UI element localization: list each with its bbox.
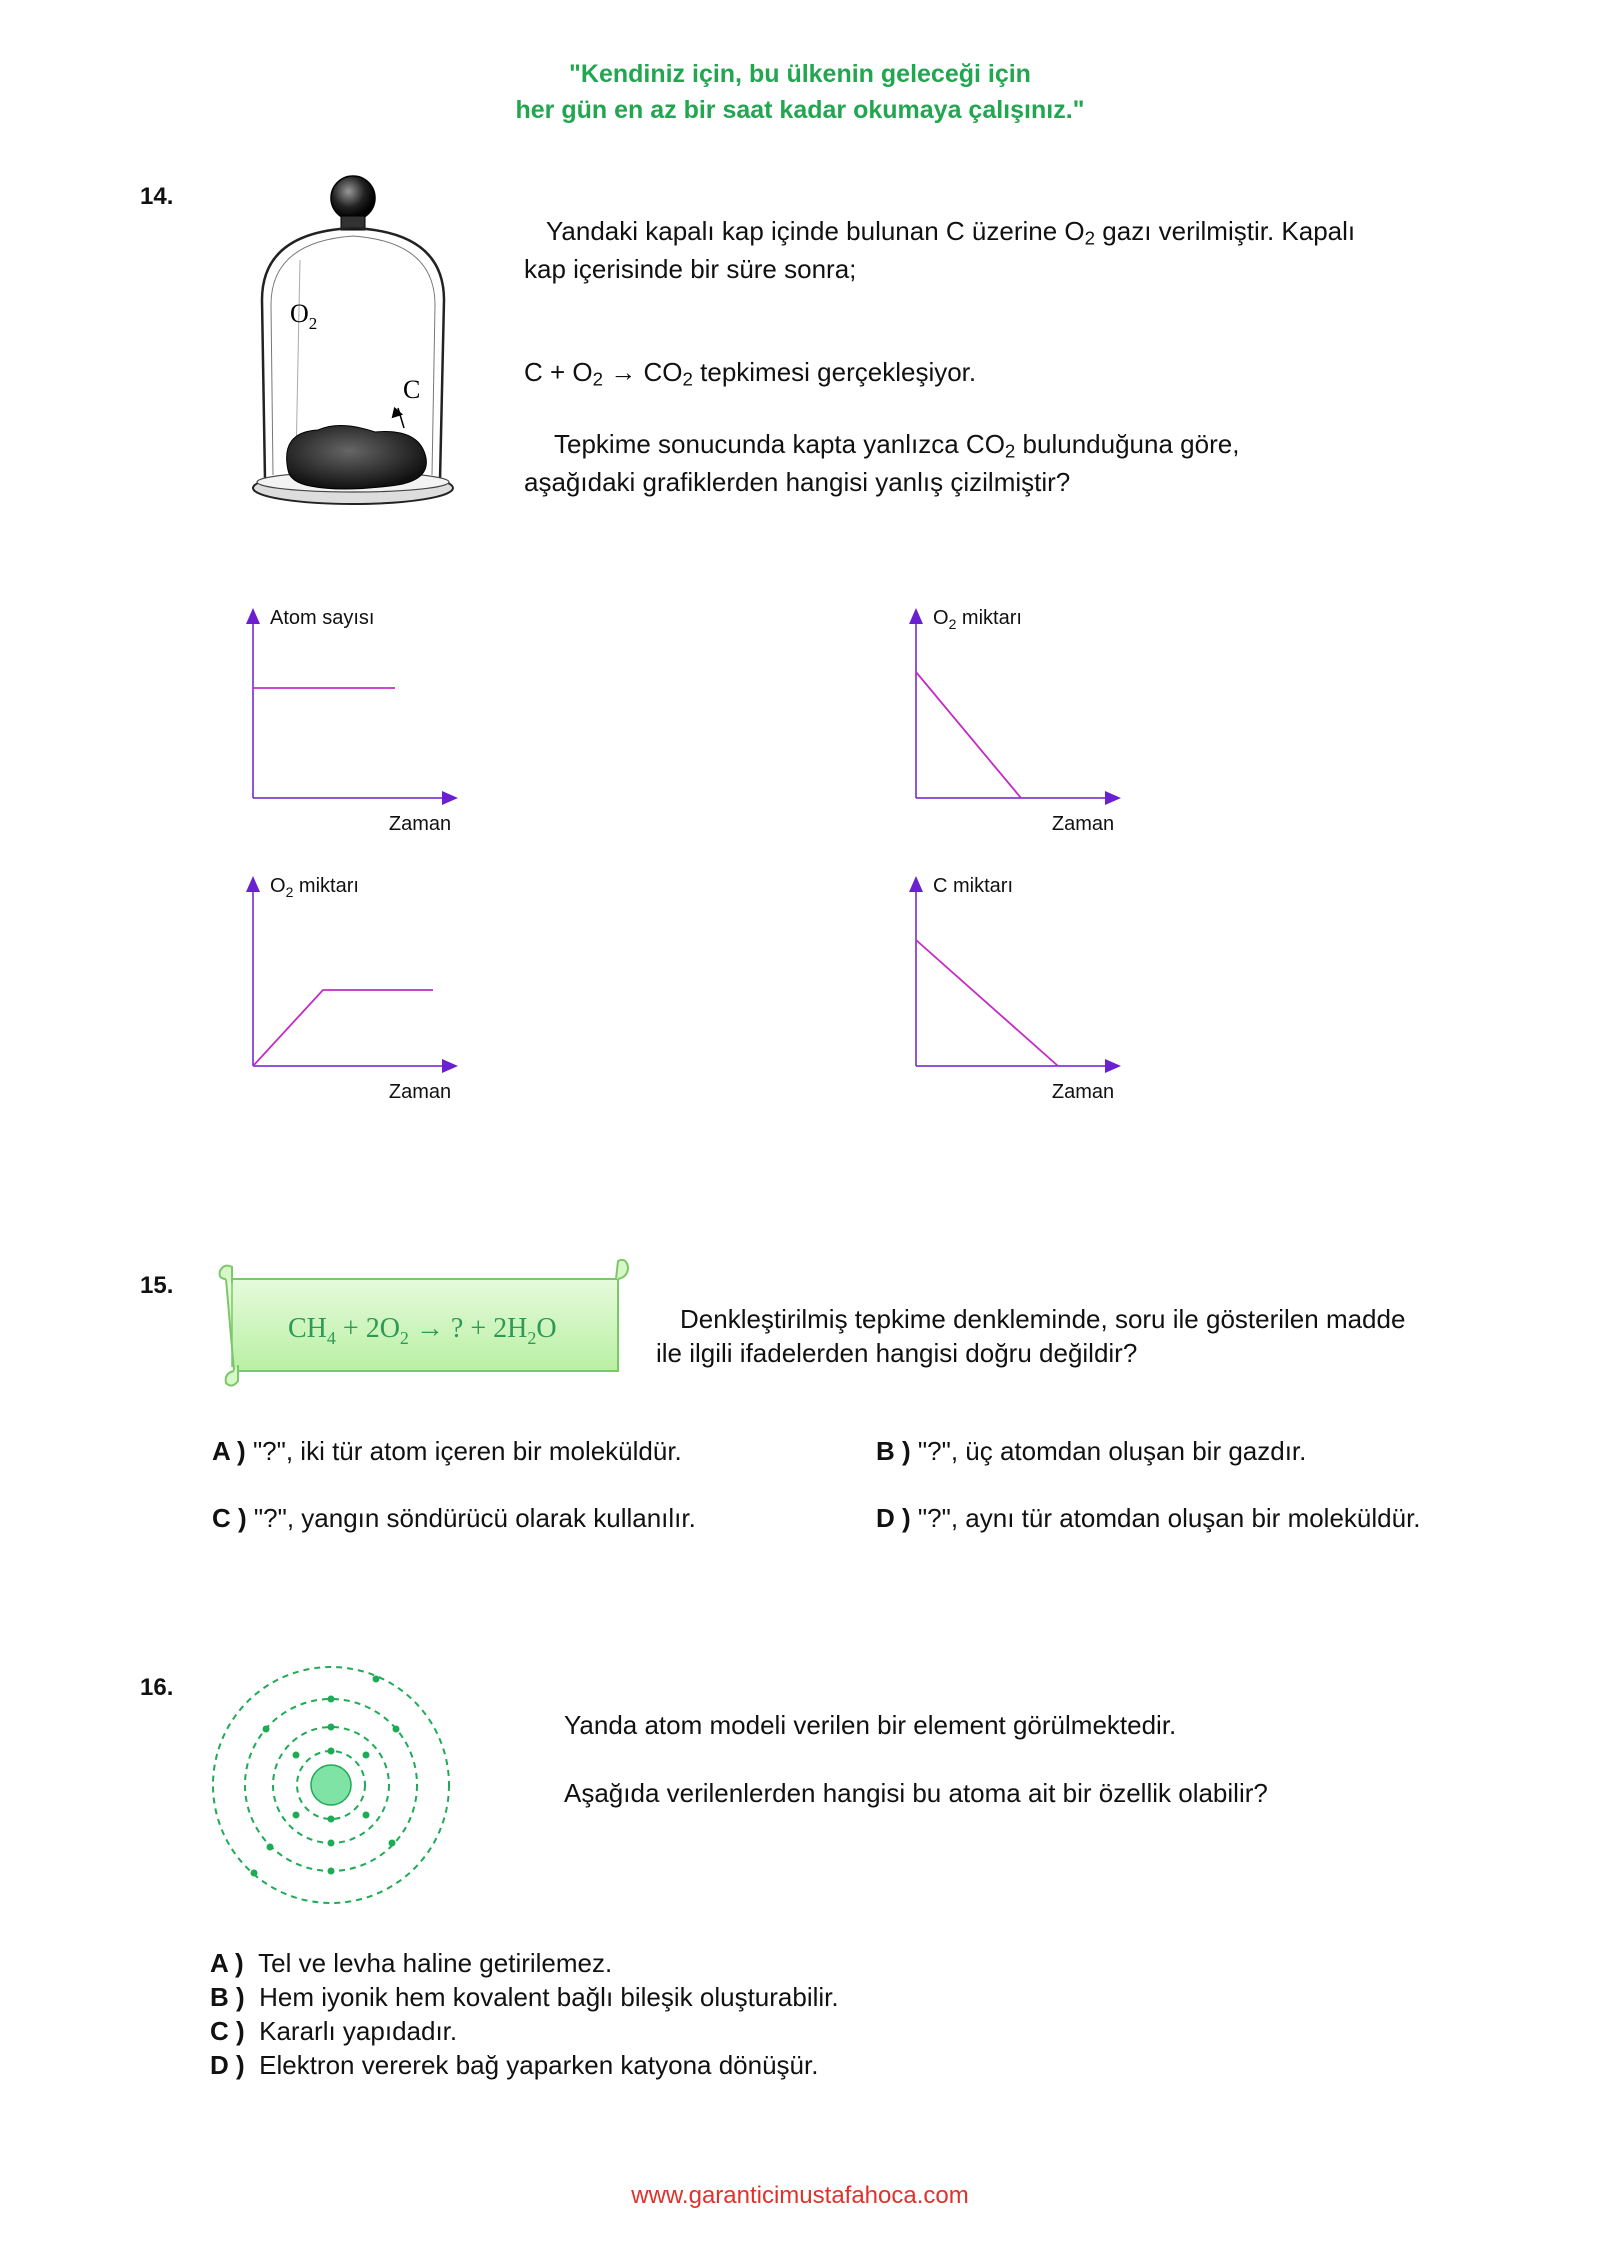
- y-axis-arrow: [909, 608, 923, 624]
- q15-option-c[interactable]: [212, 1503, 696, 1534]
- q14-para1-sub: 2: [1084, 227, 1096, 249]
- q14-para1-b: gazı verilmiştir. Kapalı: [1095, 216, 1356, 246]
- option-text: "?", iki tür atom içeren bir moleküldür.: [252, 1436, 682, 1466]
- eq-sub-1: 4: [326, 1328, 336, 1348]
- option-letter: B ): [210, 1982, 245, 2012]
- eq-part-2: + 2O: [335, 1313, 400, 1344]
- reaction-sub2: 2: [682, 368, 693, 390]
- q14-para1-a: Yandaki kapalı kap içinde bulunan C üzerine O: [546, 216, 1085, 246]
- nucleus: [311, 1765, 351, 1805]
- option-letter: C ): [210, 2016, 245, 2046]
- y-axis-arrow: [909, 876, 923, 892]
- motto-line-1: "Kendiniz için, bu ülkenin geleceği için: [569, 60, 1031, 88]
- graph-2: [893, 600, 1163, 840]
- gas-label: O: [290, 299, 309, 328]
- question-15-text: [656, 1302, 1405, 1370]
- gas-label-subscript: 2: [308, 314, 318, 333]
- y-axis-label: $O_2$ miktarı: [933, 607, 1022, 632]
- q16-option-d[interactable]: [210, 2048, 839, 2082]
- graph-3: [230, 868, 500, 1108]
- motto: [0, 56, 1600, 128]
- question-16-text: [564, 1706, 1268, 1812]
- q14-para2-a: Tepkime sonucunda kapta yanlızca CO: [554, 429, 1005, 459]
- y-axis-label: Atom sayısı: [270, 607, 375, 629]
- graph-4: [893, 868, 1163, 1108]
- q15-text-line2: ile ilgili ifadelerden hangisi doğru değildir?: [656, 1338, 1138, 1368]
- motto-line-2: her gün en az bir saat kadar okumaya çalışınız.": [515, 96, 1085, 124]
- y-axis-label: $O_2$ miktarı: [270, 875, 359, 900]
- graph-1: [230, 600, 500, 840]
- q14-para1-line2: kap içerisinde bir süre sonra;: [524, 254, 857, 284]
- q14-para2-b: bulunduğuna göre,: [1015, 429, 1240, 459]
- reaction-c: tepkimesi gerçekleşiyor.: [692, 357, 977, 387]
- y-axis-arrow: [246, 608, 260, 624]
- question-14-prompt: [524, 425, 1239, 501]
- equation-scroll: [218, 1255, 638, 1385]
- eq-sub-2: 2: [399, 1328, 409, 1348]
- carbon-label: C: [403, 375, 421, 404]
- option-text: Hem iyonik hem kovalent bağlı bileşik oluşturabilir.: [259, 1982, 839, 2012]
- eq-part-3: → ? + 2H: [408, 1313, 528, 1344]
- option-letter: C ): [212, 1503, 247, 1533]
- q16-text-line1: Yanda atom modeli verilen bir element görülmektedir.: [564, 1710, 1177, 1740]
- option-letter: D ): [210, 2050, 245, 2080]
- x-axis-label: Zaman: [388, 1081, 452, 1103]
- question-14-text: [524, 212, 1355, 288]
- option-letter: D ): [876, 1503, 911, 1533]
- atom-model-figure: [200, 1665, 464, 1909]
- option-text: Kararlı yapıdadır.: [259, 2016, 458, 2046]
- x-axis-arrow: [442, 791, 458, 805]
- reaction-a: C + O: [524, 357, 593, 387]
- x-axis-arrow: [1105, 791, 1121, 805]
- q14-para2-sub: 2: [1004, 440, 1016, 462]
- y-axis-label: C miktarı: [933, 875, 1013, 897]
- graph-curve: [916, 940, 1058, 1066]
- q15-option-d[interactable]: [876, 1503, 1421, 1534]
- reaction-sub1: 2: [592, 368, 604, 390]
- graph-curve: [916, 672, 1021, 798]
- question-14-reaction: [524, 353, 976, 391]
- reaction-b: → CO: [603, 357, 683, 387]
- q15-option-a[interactable]: [212, 1436, 682, 1467]
- option-text: "?", aynı tür atomdan oluşan bir moleküldür.: [917, 1503, 1421, 1533]
- question-16-number: 16.: [140, 1674, 174, 1701]
- eq-part-4: O: [536, 1313, 557, 1344]
- x-axis-arrow: [1105, 1059, 1121, 1073]
- svg-text:O2: [290, 299, 317, 333]
- y-axis-arrow: [246, 876, 260, 892]
- x-axis-label: Zaman: [1051, 813, 1115, 835]
- graph-curve: [253, 990, 433, 1066]
- x-axis-label: Zaman: [1051, 1081, 1115, 1103]
- eq-part-1: CH: [288, 1313, 327, 1344]
- q14-para2-line2: aşağıdaki grafiklerden hangisi yanlış çizilmiştir?: [524, 467, 1071, 497]
- x-axis-label: Zaman: [388, 813, 452, 835]
- q15-text-line1: Denkleştirilmiş tepkime denkleminde, soru ile gösterilen madde: [680, 1304, 1406, 1334]
- option-letter: A ): [212, 1436, 246, 1466]
- option-text: Tel ve levha haline getirilemez.: [258, 1948, 613, 1978]
- q16-options: [210, 1946, 839, 2082]
- question-15-number: 15.: [140, 1272, 174, 1299]
- question-14-number: 14.: [140, 183, 174, 210]
- eq-sub-3: 2: [527, 1328, 537, 1348]
- footer-website[interactable]: www.garanticimustafahoca.com: [631, 2182, 969, 2209]
- q16-option-a[interactable]: [210, 1946, 839, 1980]
- q16-option-b[interactable]: [210, 1980, 839, 2014]
- option-text: "?", yangın söndürücü olarak kullanılır.: [253, 1503, 696, 1533]
- option-text: "?", üç atomdan oluşan bir gazdır.: [917, 1436, 1307, 1466]
- q15-option-b[interactable]: [876, 1436, 1306, 1467]
- q16-text-line2: Aşağıda verilenlerden hangisi bu atoma ait bir özellik olabilir?: [564, 1778, 1268, 1808]
- bell-jar-figure: [240, 170, 470, 515]
- option-letter: A ): [210, 1948, 244, 1978]
- option-letter: B ): [876, 1436, 911, 1466]
- x-axis-arrow: [442, 1059, 458, 1073]
- q16-option-c[interactable]: [210, 2014, 839, 2048]
- option-text: Elektron vererek bağ yaparken katyona dönüşür.: [259, 2050, 819, 2080]
